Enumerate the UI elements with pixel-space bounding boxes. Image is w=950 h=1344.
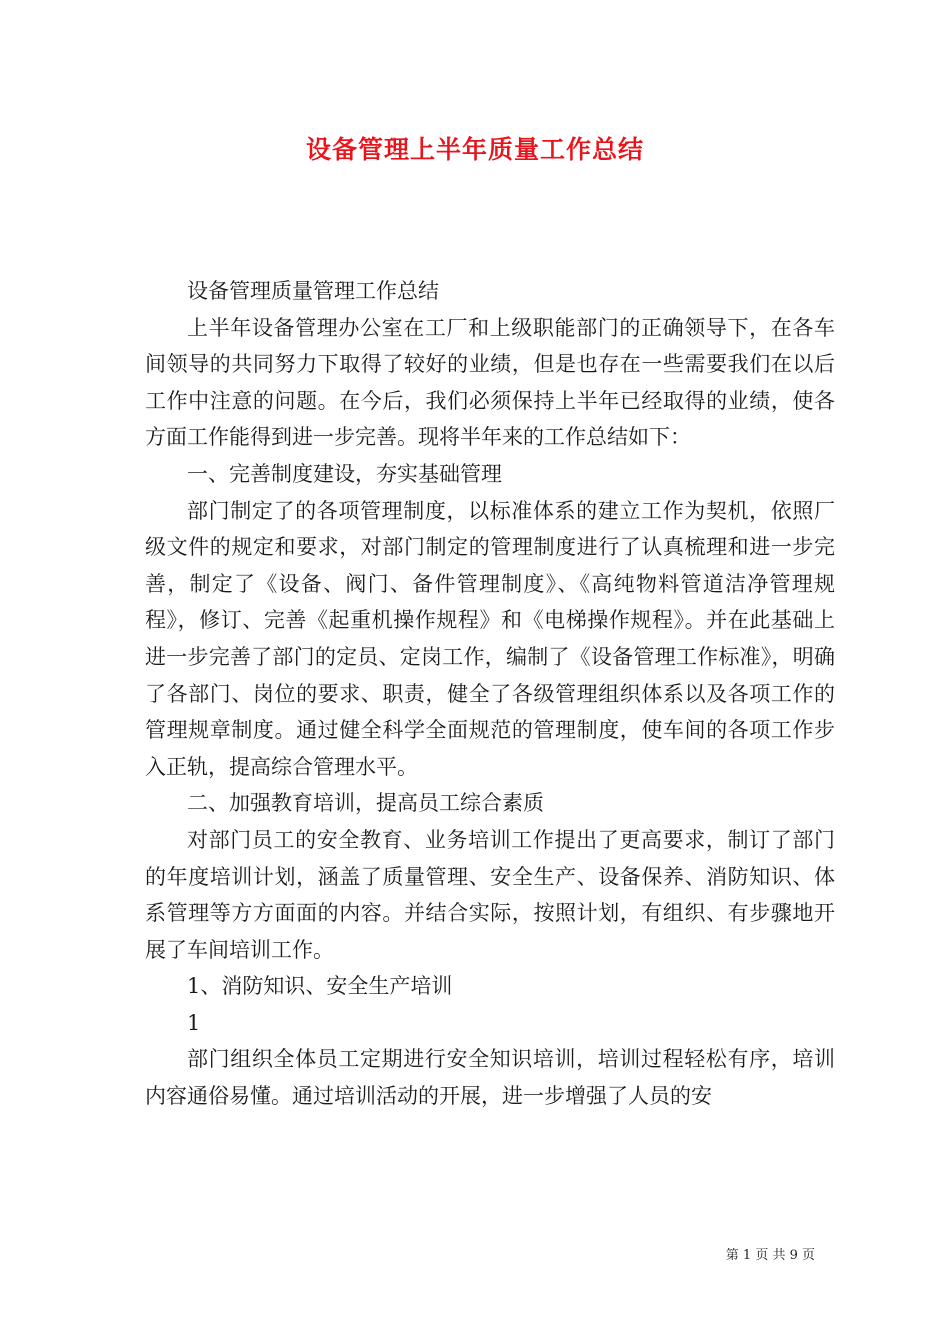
paragraph-section-1: 部门制定了的各项管理制度，以标准体系的建立工作为契机，依照厂级文件的规定和要求，对部门制定的管理制度进行了认真梳理和进一步完善，制定了《设备、阀门、备件管理制度》、《高纯物料管道洁净管理规程》，修订、完善《起重机操作规程》和《电梯操作规程》。并在此基础上进一步完善了部门的定员、定岗工作，编制了《设备管理工作标准》，明确了各部门、岗位的要求、职责，健全了各级管理组织体系以及各项工作的管理规章制度。通过健全科学全面规范的管理制度，使车间的各项工作步入正轨，提高综合管理水平。 xyxy=(145,498,835,779)
section-heading-2: 二、加强教育培训，提高员工综合素质 xyxy=(187,791,544,816)
paragraph-section-2: 对部门员工的安全教育、业务培训工作提出了更高要求，制订了部门的年度培训计划，涵盖了质量管理、安全生产、设备保养、消防知识、体系管理等方方面面的内容。并结合实际，按照计划，有组织、有步骤地开展了车间培训工作。 xyxy=(145,827,835,962)
document-title: 设备管理上半年质量工作总结 xyxy=(305,135,644,164)
section-heading-1: 一、完善制度建设，夯实基础管理 xyxy=(187,461,502,486)
inline-number: 1 xyxy=(187,1010,201,1035)
document-body xyxy=(145,273,835,1115)
paragraph-intro: 上半年设备管理办公室在工厂和上级职能部门的正确领导下，在各车间领导的共同努力下取得了较好的业绩，但是也存在一些需要我们在以后工作中注意的问题。在今后，我们必须保持上半年已经取得的业绩，使各方面工作能得到进一步完善。现将半年来的工作总结如下： xyxy=(145,315,835,450)
page-number-footer: 第 1 页 共 9 页 xyxy=(725,1248,815,1263)
subsection-heading-1: 1、消防知识、安全生产培训 xyxy=(187,974,453,999)
paragraph-subsection-1: 部门组织全体员工定期进行安全知识培训，培训过程轻松有序，培训内容通俗易懂。通过培训活动的开展，进一步增强了人员的安 xyxy=(145,1047,835,1109)
section-subtitle: 设备管理质量管理工作总结 xyxy=(187,279,439,303)
